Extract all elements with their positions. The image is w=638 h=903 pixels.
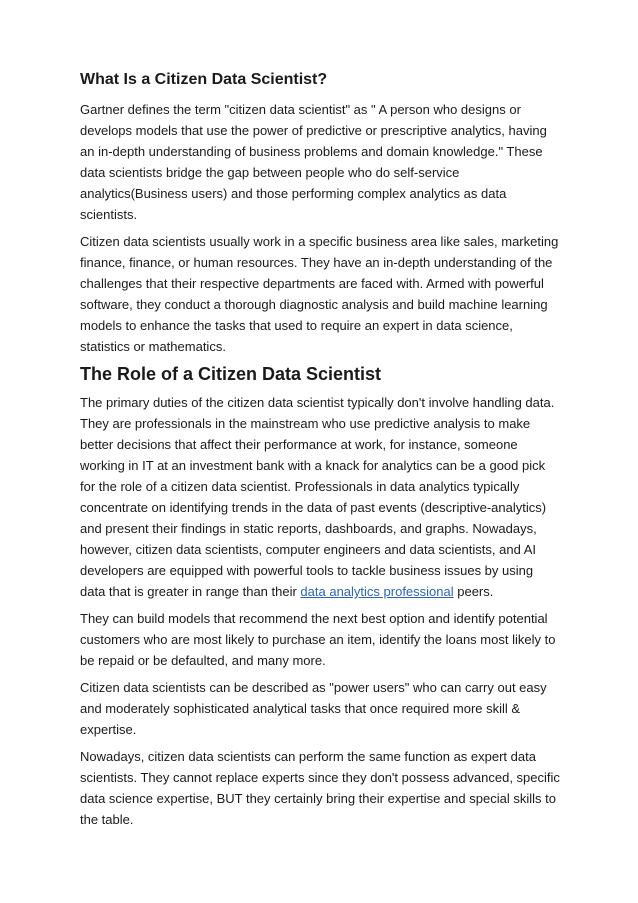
heading-what-is-citizen-data-scientist: What Is a Citizen Data Scientist? (80, 71, 328, 88)
paragraph-primary-duties (80, 392, 560, 602)
paragraph-power-users: Citizen data scientists can be described as "power users" who can carry out easy and moderately sophisticated analytical tasks that once required more skill & expertise. (80, 680, 547, 737)
heading-role-of-citizen-data-scientist: The Role of a Citizen Data Scientist (80, 364, 382, 384)
paragraph-gartner-definition: Gartner defines the term "citizen data scientist" as " A person who designs or develops models that use the power of predictive or prescriptive analytics, having an in-depth understanding of business problems and domain knowledge." These data scientists bridge the gap between people who do self-service analytics(Business users) and those performing complex analytics as data scientists. (80, 102, 547, 222)
paragraph-primary-duties-tail: peers. (453, 584, 494, 599)
paragraph-primary-duties-text: The primary duties of the citizen data scientist typically don't involve handling data. They are professionals in the mainstream who use predictive analysis to make better decisions that affect their performance at work, for instance, someone working in IT at an investment bank with a knack for analytics can be a good pick for the role of a citizen data scientist. Professionals in data analytics typically concentrate on identifying trends in the data of past events (descriptive-analytics) and present their findings in static reports, dashboards, and graphs. Nowadays, however, citizen data scientists, computer engineers and data scientists, and AI developers are equipped with powerful tools to tackle business issues by using data that is greater in range than their (80, 395, 555, 599)
paragraph-build-models: They can build models that recommend the next best option and identify potential customers who are most likely to purchase an item, identify the loans most likely to be repaid or be defaulted, and many more. (80, 611, 556, 668)
paragraph-business-areas: Citizen data scientists usually work in a specific business area like sales, marketing finance, finance, or human resources. They have an in-depth understanding of the challenges that their respective departments are faced with. Armed with powerful software, they conduct a thorough diagnostic analysis and build machine learning models to enhance the tasks that used to require an expert in data science, statistics or mathematics. (80, 234, 559, 354)
data-analytics-professional-link[interactable]: data analytics professional (300, 584, 454, 599)
paragraph-nowadays: Nowadays, citizen data scientists can perform the same function as expert data scientists. They cannot replace experts since they don't possess advanced, specific data science expertise, BUT they certainly bring their expertise and special skills to the table. (80, 749, 560, 827)
